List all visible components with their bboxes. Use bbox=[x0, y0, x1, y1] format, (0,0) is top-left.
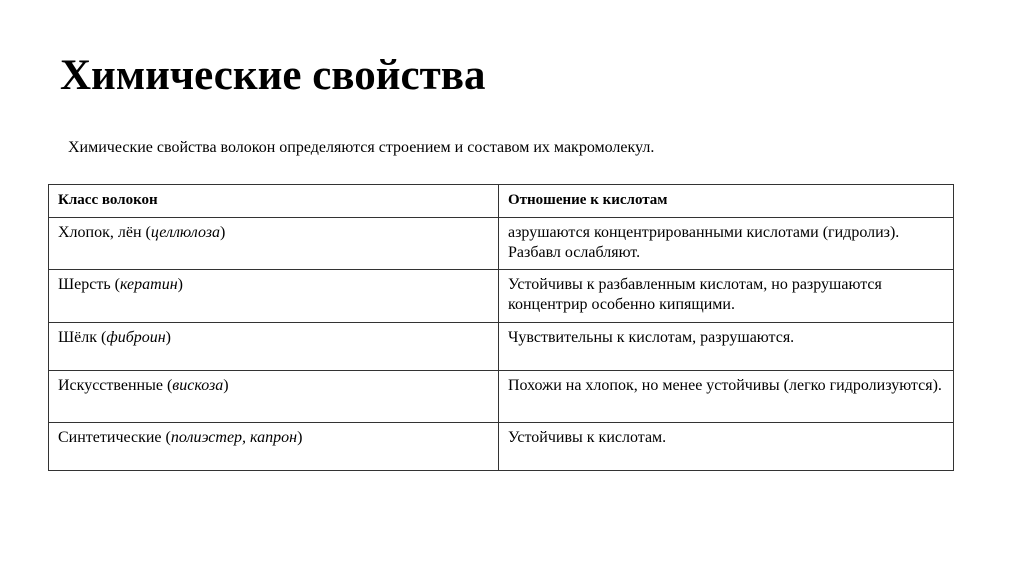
fiber-name: Искусственные bbox=[58, 377, 163, 394]
fiber-material: фиброин bbox=[106, 329, 166, 346]
fiber-acid-table bbox=[48, 184, 954, 471]
cell-acid-relation: Чувствительны к кислотам, разрушаются. bbox=[499, 323, 954, 371]
slide-title: Химические свойства bbox=[60, 52, 486, 99]
fiber-name: Хлопок, лён bbox=[58, 224, 142, 241]
cell-fiber-class: Шерсть (кератин) bbox=[49, 270, 499, 323]
cell-acid-relation: Устойчивы к разбавленным кислотам, но разрушаются концентрир особенно кипящими. bbox=[499, 270, 954, 323]
table-row bbox=[49, 323, 954, 371]
fiber-name: Шерсть bbox=[58, 276, 111, 293]
cell-acid-relation: Похожи на хлопок, но менее устойчивы (легко гидролизуются). bbox=[499, 371, 954, 423]
slide-subtitle: Химические свойства волокон определяются строением и составом их макромолекул. bbox=[68, 139, 655, 156]
cell-fiber-class: Искусственные (вискоза) bbox=[49, 371, 499, 423]
cell-fiber-class: Шёлк (фиброин) bbox=[49, 323, 499, 371]
cell-acid-relation: Устойчивы к кислотам. bbox=[499, 423, 954, 471]
fiber-name: Синтетические bbox=[58, 429, 162, 446]
cell-fiber-class: Хлопок, лён (целлюлоза) bbox=[49, 218, 499, 270]
fiber-material: кератин bbox=[119, 276, 178, 293]
table-header-row bbox=[49, 185, 954, 218]
header-fiber-class: Класс волокон bbox=[49, 185, 499, 218]
table-row bbox=[49, 270, 954, 323]
fiber-material: полиэстер, капрон bbox=[170, 429, 298, 446]
cell-fiber-class: Синтетические (полиэстер, капрон) bbox=[49, 423, 499, 471]
header-acid-relation: Отношение к кислотам bbox=[499, 185, 954, 218]
table-row bbox=[49, 371, 954, 423]
fiber-material: целлюлоза bbox=[150, 224, 220, 241]
table-row bbox=[49, 423, 954, 471]
cell-acid-relation: азрушаются концентрированными кислотами (гидролиз). Разбавл ослабляют. bbox=[499, 218, 954, 270]
fiber-material: вискоза bbox=[172, 377, 224, 394]
fiber-name: Шёлк bbox=[58, 329, 97, 346]
table-row bbox=[49, 218, 954, 270]
